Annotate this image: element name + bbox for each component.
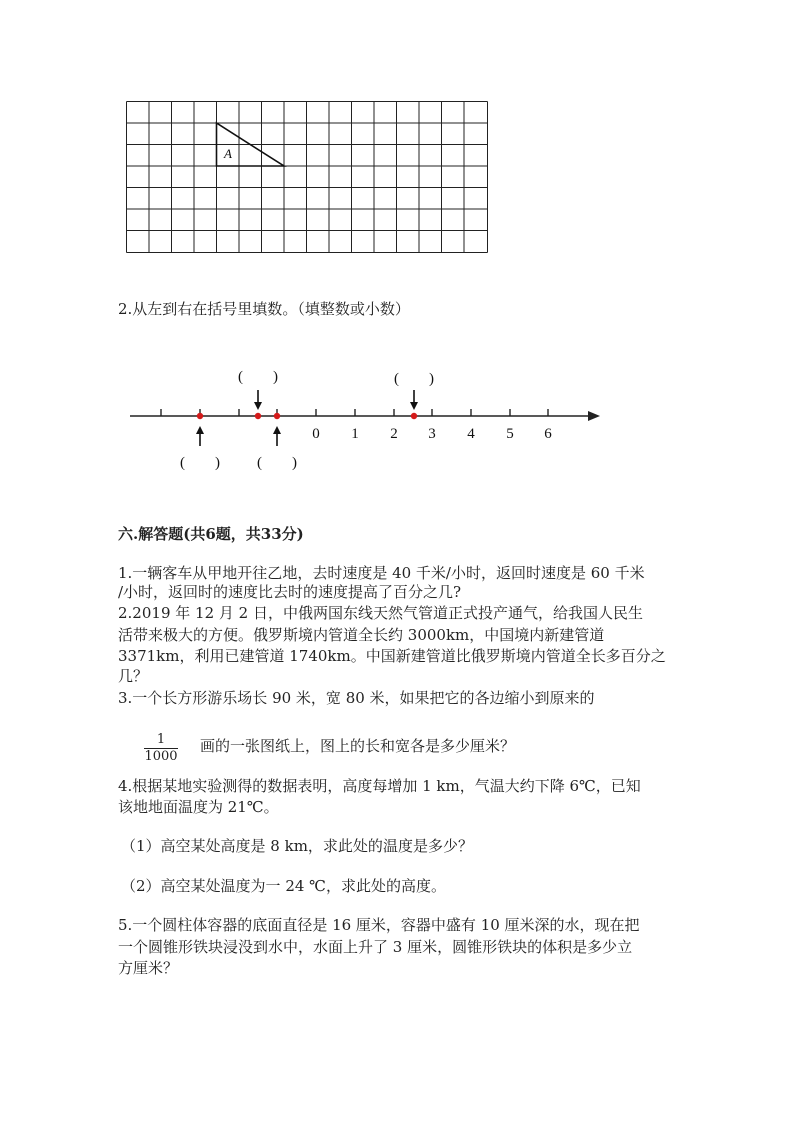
point-marker xyxy=(197,413,203,419)
problem-5-line-2: 一个圆锥形铁块浸没到水中，水面上升了 3 厘米，圆锥形铁块的体积是多少立 xyxy=(118,938,633,956)
axis-arrow-icon xyxy=(588,411,600,421)
tick-label-3: 3 xyxy=(428,426,436,442)
fraction-denominator: 1000 xyxy=(144,749,178,764)
point-marker xyxy=(255,413,261,419)
tick-label-2: 2 xyxy=(390,426,398,442)
section-heading: 六.解答题(共6题，共33分) xyxy=(118,525,304,543)
problem-2-line-2: 活带来极大的方便。俄罗斯境内管道全长约 3000km，中国境内新建管道 xyxy=(118,626,605,644)
point-marker xyxy=(411,413,417,419)
problem-5-line-3: 方厘米？ xyxy=(118,959,179,977)
problem-2-line-4: 几？ xyxy=(118,667,149,685)
problem-4-sub-1: （1）高空某处高度是 8 km，求此处的温度是多少？ xyxy=(121,837,473,855)
number-line xyxy=(126,360,606,480)
problem-4-line-1: 4.根据某地实验测得的数据表明，高度每增加 1 km，气温大约下降 6℃，已知 xyxy=(118,777,641,795)
problem-4-line-2: 该地地面温度为 21℃。 xyxy=(118,798,279,816)
tick-label-0: 0 xyxy=(312,426,320,442)
problem-4-sub-2: （2）高空某处温度为一 24 ℃，求此处的高度。 xyxy=(121,877,446,895)
tick-label-6: 6 xyxy=(544,426,552,442)
blank-top-2: ( ) xyxy=(394,371,434,387)
problem-2-line-3: 3371km，利用已建管道 1740km。中国新建管道比俄罗斯境内管道全长多百分之 xyxy=(118,647,666,665)
problem-5-line-1: 5.一个圆柱体容器的底面直径是 16 厘米，容器中盛有 10 厘米深的水，现在把 xyxy=(118,916,640,934)
ticks xyxy=(161,409,548,416)
grid-figure xyxy=(126,101,488,253)
blank-top-1: ( ) xyxy=(238,369,278,385)
tick-label-1: 1 xyxy=(351,426,359,442)
fraction xyxy=(142,732,180,764)
q2-prompt: 2.从左到右在括号里填数。（填整数或小数） xyxy=(118,300,410,318)
problem-1-line-1: 1.一辆客车从甲地开往乙地，去时速度是 40 千米/小时，返回时速度是 60 千米 xyxy=(118,564,645,582)
problem-2-line-1: 2.2019 年 12 月 2 日，中俄两国东线天然气管道正式投产通气，给我国人民生 xyxy=(118,604,643,622)
blank-bottom-1: ( ) xyxy=(180,455,220,471)
tick-label-5: 5 xyxy=(506,426,514,442)
fraction-numerator: 1 xyxy=(156,732,166,747)
problem-3-line-1: 3.一个长方形游乐场长 90 米，宽 80 米，如果把它的各边缩小到原来的 xyxy=(118,689,595,707)
arrows xyxy=(196,390,418,446)
grid-lines xyxy=(127,102,488,253)
point-marker xyxy=(274,413,280,419)
triangle-label: A xyxy=(224,146,232,161)
blank-bottom-2: ( ) xyxy=(257,455,297,471)
tick-label-4: 4 xyxy=(467,426,475,442)
problem-1-line-2: /小时，返回时的速度比去时的速度提高了百分之几? xyxy=(118,583,462,601)
problem-3-line-2: 画的一张图纸上，图上的长和宽各是多少厘米？ xyxy=(200,737,516,755)
